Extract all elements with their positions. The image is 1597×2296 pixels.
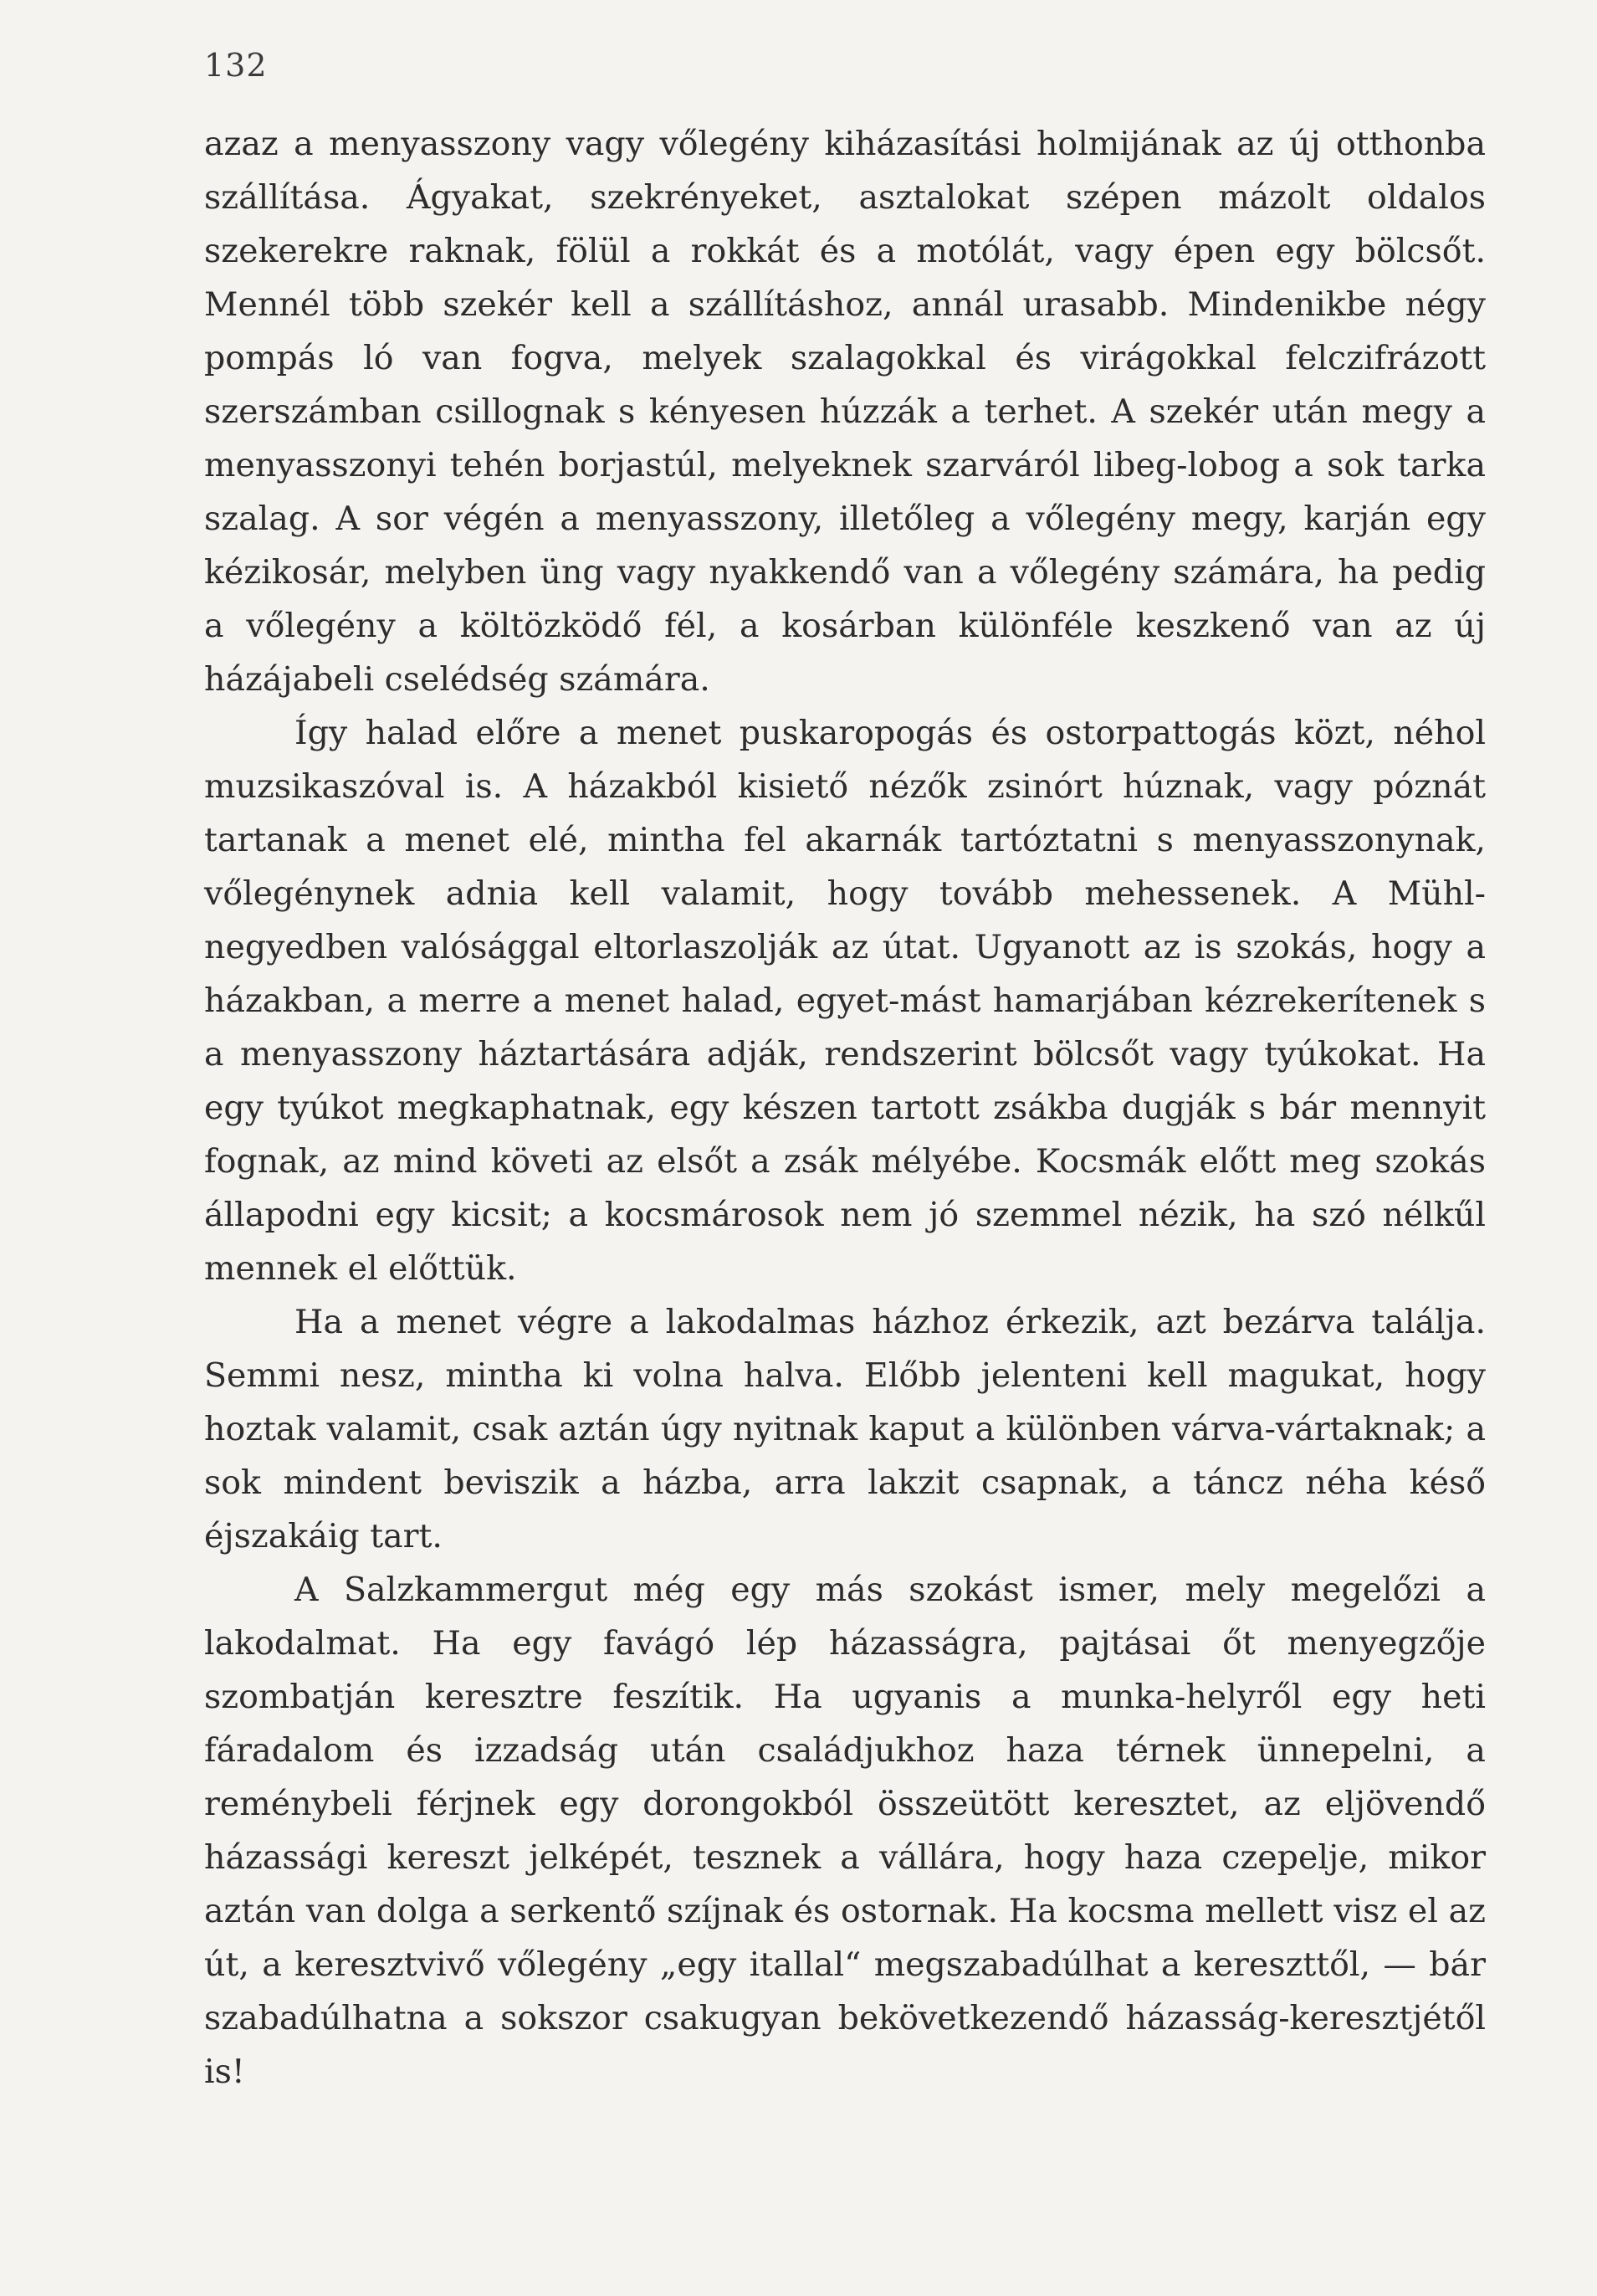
paragraph-4: A Salzkammergut még egy más szokást ismer, mely megelőzi a lakodalmat. Ha egy favágó lép házasságra, pajtásai őt menyegzője szombatján keresztre feszítik. Ha ugyanis a munka-helyről egy heti fáradalom és izzadság után családjukhoz haza térnek ünnepelni, a reménybeli férjnek egy dorongokból összeütött keresztet, az eljövendő házassági kereszt jelképét, tesznek a vállára, hogy haza czepelje, mikor aztán van dolga a serkentő szíjnak és ostornak. Ha kocsma mellett visz el az út, a keresztvivő vőlegény „egy itallal“ megszabadúlhat a kereszttől, — bár szabadúlhatna a sokszor csakugyan bekövetkezendő házasság-keresztjétől is! [204,1571,1486,2091]
paragraph-3: Ha a menet végre a lakodalmas házhoz érkezik, azt bezárva találja. Semmi nesz, mintha ki volna halva. Előbb jelenteni kell magukat, hogy hoztak valamit, csak aztán úgy nyitnak kaput a különben várva-vártaknak; a sok mindent beviszik a házba, arra lakzit csapnak, a táncz néha késő éjszakáig tart. [204,1303,1486,1555]
page-number: 132 [204,47,268,84]
body-text [204,117,1486,2099]
paragraph-2: Így halad előre a menet puskaropogás és ostorpattogás közt, néhol muzsikaszóval is. A házakból kisiető nézők zsinórt húznak, vagy póznát tartanak a menet elé, mintha fel akarnák tartóztatni s menyasszonynak, vőlegénynek adnia kell valamit, hogy tovább mehessenek. A Mühl-negyedben valósággal eltorlaszolják az útat. Ugyanott az is szokás, hogy a házakban, a merre a menet halad, egyet-mást hamarjában kézrekerítenek s a menyasszony háztartására adják, rendszerint bölcsőt vagy tyúkokat. Ha egy tyúkot megkaphatnak, egy készen tartott zsákba dugják s bár mennyit fognak, az mind követi az elsőt a zsák mélyébe. Kocsmák előtt meg szokás állapodni egy kicsit; a kocsmárosok nem jó szemmel nézik, ha szó nélkűl mennek el előttük. [204,714,1486,1288]
paragraph-1: azaz a menyasszony vagy vőlegény kiházasítási holmijának az új otthonba szállítása. Ágyakat, szekrényeket, asztalokat szépen mázolt oldalos szekerekre raknak, fölül a rokkát és a motólát, vagy épen egy bölcsőt. Mennél több szekér kell a szállításhoz, annál urasabb. Mindenikbe négy pompás ló van fogva, melyek szalagokkal és virágokkal felczifrázott szerszámban csillognak s kényesen húzzák a terhet. A szekér után megy a menyasszonyi tehén borjastúl, melyeknek szarváról libeg-lobog a sok tarka szalag. A sor végén a menyasszony, illetőleg a vőlegény megy, karján egy kézikosár, melyben üng vagy nyakkendő van a vőlegény számára, ha pedig a vőlegény a költözködő fél, a kosárban különféle keszkenő van az új házájabeli cselédség számára. [204,125,1486,699]
